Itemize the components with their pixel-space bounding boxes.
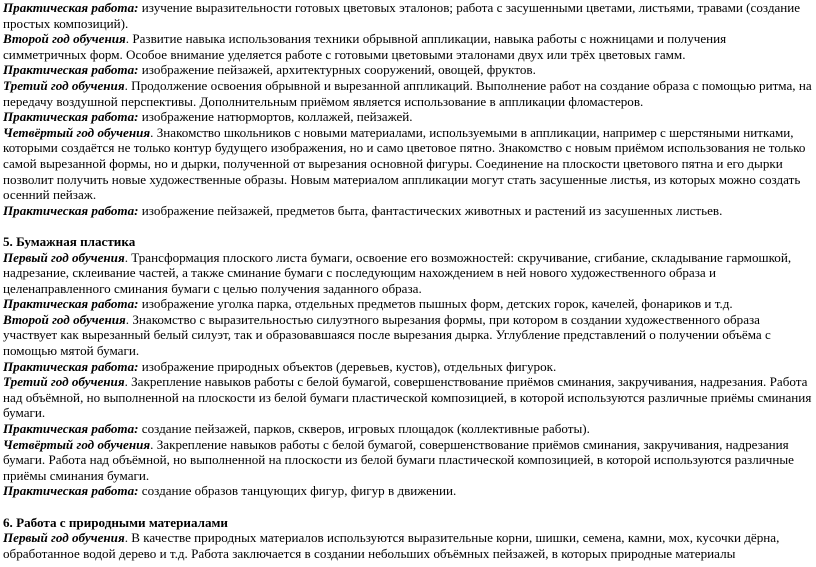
- paragraph-label: Практическая работа:: [3, 296, 139, 312]
- paragraph: [3, 437, 813, 484]
- paragraph: [3, 483, 813, 499]
- paragraph-text: . Закрепление навыков работы с белой бумагой, совершенствование приёмов сминания, закручивания, надрезания. Работа над объёмной, но выполненной на плоскости из белой бумаги пластической композицией, в которой используются различные приёмы сминания бумаги.: [3, 374, 812, 421]
- paragraph-label: Третий год обучения: [3, 77, 125, 93]
- paragraph-text: создание пейзажей, парков, скверов, игровых площадок (коллективные работы).: [138, 421, 590, 437]
- paragraph-text: изображение уголка парка, отдельных предметов пышных форм, детских горок, качелей, фонариков и т.д.: [138, 296, 733, 312]
- paragraph-text: изучение выразительности готовых цветовых эталонов; работа с засушенными цветами, листьями, травами (создание простых композиций).: [3, 0, 801, 31]
- paragraph-text: . Знакомство с выразительностью силуэтного вырезания формы, при котором в создании художественного образа участвует как вырезанный белый силуэт, так и образовавшаяся после вырезания дырка. Углубление представлений о получении объёма с помощью мятой бумаги.: [3, 311, 771, 359]
- paragraph: [3, 109, 813, 125]
- blank-line: [3, 499, 813, 515]
- paragraph-text: . Знакомство школьников с новыми материалами, используемыми в аппликации, например с шерстяными нитками, которыми создаётся не только контур будущего изображения, но и само цветовое пятно. Знакомство с новым приёмом использования не только самой вырезанной формы, но и дырки, полученной от вырезания основной фигуры. Соединение на плоскости цветового пятна и его дырки позволит получить новые художественные образы. Новым материалом аппликации могут стать засушенные листья, из которых можно создать осенний пейзаж.: [3, 124, 806, 203]
- paragraph-text: . Развитие навыка использования техники обрывной аппликации, навыка работы с ножницами и получения симметричных форм. Особое внимание уделяется работе с готовыми цветовыми эталонами двух или трёх цветовых гамм.: [3, 31, 727, 62]
- paragraph: [3, 312, 813, 359]
- paragraph: [3, 62, 813, 78]
- paragraph-text: изображение природных объектов (деревьев, кустов), отдельных фигурок.: [138, 358, 557, 374]
- paragraph-text: . Продолжение освоения обрывной и вырезанной аппликаций. Выполнение работ на создание образа с помощью ритма, на передачу воздушной перспективы. Дополнительным приёмом является использование в аппликации фломастеров.: [3, 77, 812, 109]
- paragraph: [3, 78, 813, 109]
- paragraph-text: . В качестве природных материалов используются выразительные корни, шишки, семена, камни, мох, кусочки дёрна, обработанное водой дерево и т.д. Работа заключается в создании небольших объёмных пейзажей, в которых природные материалы: [3, 530, 780, 561]
- paragraph-label: Второй год обучения: [3, 31, 126, 47]
- paragraph: [3, 250, 813, 297]
- paragraph-text: . Трансформация плоского листа бумаги, освоение его возможностей: скручивание, сгибание, складывание гармошкой, надрезание, склеивание частей, а также сминание бумаги с последующим нахождением в ней нового художественного образа и целенаправленного сминания бумаги с целью получения заданного образа.: [3, 249, 792, 296]
- paragraph: [3, 296, 813, 312]
- paragraph: [3, 0, 813, 31]
- paragraph: [3, 359, 813, 375]
- paragraph-label: Практическая работа:: [3, 483, 139, 499]
- paragraph: [3, 31, 813, 62]
- paragraph-label: Практическая работа:: [3, 358, 139, 374]
- paragraph-text: изображение натюрмортов, коллажей, пейзажей.: [138, 109, 413, 125]
- paragraph-label: Практическая работа:: [3, 62, 139, 78]
- paragraph-text: изображение пейзажей, предметов быта, фантастических животных и растений из засушенных листьев.: [138, 202, 723, 218]
- paragraph-label: Практическая работа:: [3, 202, 139, 218]
- paragraph: [3, 374, 813, 421]
- paragraph-text: изображение пейзажей, архитектурных сооружений, овощей, фруктов.: [138, 62, 536, 78]
- paragraph: [3, 421, 813, 437]
- paragraph-label: Второй год обучения: [3, 311, 126, 327]
- blank-line: [3, 218, 813, 234]
- paragraph: [3, 530, 813, 561]
- paragraph-text: создание образов танцующих фигур, фигур в движении.: [138, 483, 457, 499]
- paragraph-label: Практическая работа:: [3, 109, 139, 125]
- paragraph-label: Четвёртый год обучения: [3, 124, 151, 140]
- paragraph: [3, 203, 813, 219]
- paragraph-label: Первый год обучения: [3, 530, 125, 546]
- paragraph: [3, 125, 813, 203]
- section-heading: 6. Работа с природными материалами: [3, 514, 228, 530]
- paragraph-label: Третий год обучения: [3, 374, 125, 390]
- paragraph-label: Первый год обучения: [3, 249, 125, 265]
- section-heading: 5. Бумажная пластика: [3, 233, 136, 249]
- paragraph-label: Практическая работа:: [3, 0, 139, 15]
- paragraph-label: Четвёртый год обучения: [3, 436, 151, 452]
- paragraph-text: . Закрепление навыков работы с белой бумагой, совершенствование приёмов сминания, закручивания, надрезания бумаги. Работа над объёмной, но выполненной на плоскости из белой бумаги пластической композицией, в которой используются различные приёмы сминания бумаги.: [3, 436, 794, 483]
- paragraph-label: Практическая работа:: [3, 421, 139, 437]
